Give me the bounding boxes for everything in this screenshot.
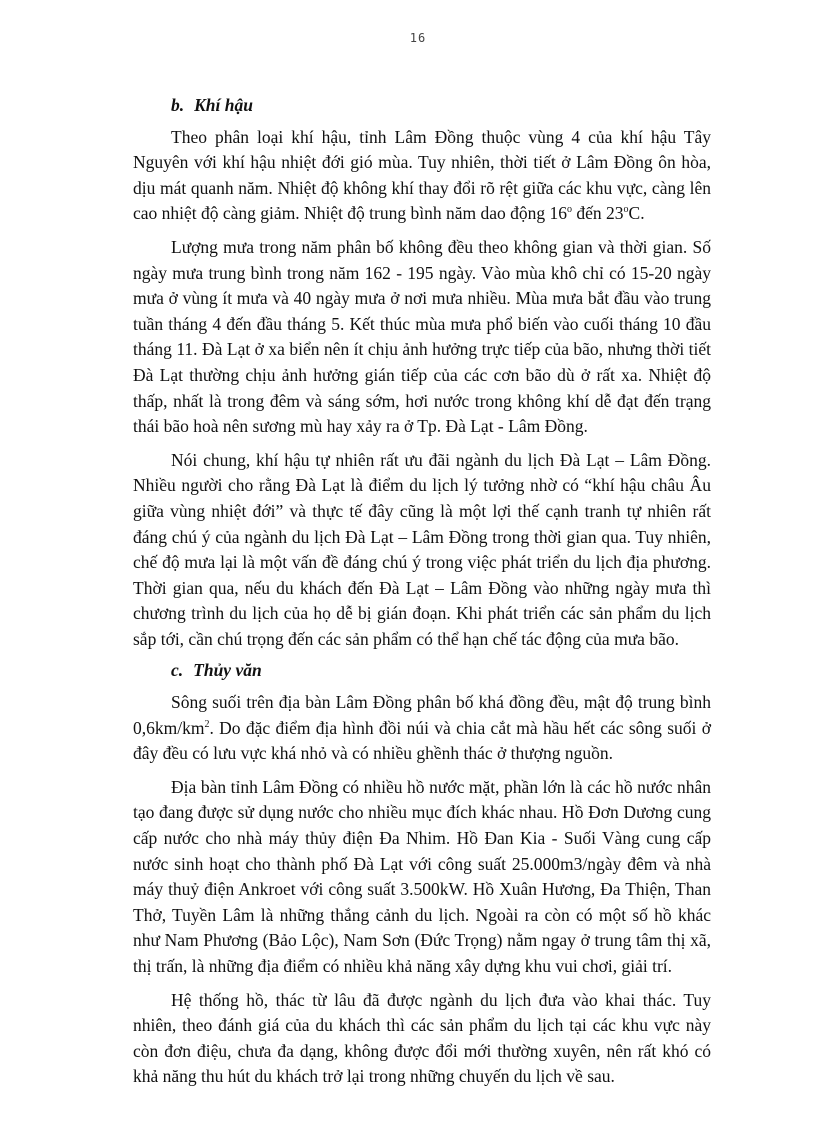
paragraph	[133, 775, 711, 980]
document-body	[133, 93, 711, 1098]
section-title: Khí hậu	[194, 95, 253, 115]
superscript: o	[567, 204, 573, 216]
paragraph-text: Nói chung, khí hậu tự nhiên rất ưu đãi ngành du lịch Đà Lạt – Lâm Đồng. Nhiều người cho rằng Đà Lạt là điểm du lịch lý tưởng nhờ có “khí hậu châu Âu giữa vùng nhiệt đới” và thực tế đây cũng là một lợi thế cạnh tranh tự nhiên rất đáng chú ý của ngành du lịch Đà Lạt – Lâm Đồng trong thời gian qua. Tuy nhiên, chế độ mưa lại là một vấn đề đáng chú ý trong việc phát triển du lịch địa phương. Thời gian qua, nếu du khách đến Đà Lạt – Lâm Đồng vào những ngày mưa thì chương trình du lịch của họ dễ bị gián đoạn. Khi phát triển các sản phẩm du lịch sắp tới, cần chú trọng đến các sản phẩm có thể hạn chế tác động của mưa bão.	[133, 449, 711, 649]
paragraph-text: Lượng mưa trong năm phân bố không đều theo không gian và thời gian. Số ngày mưa trung bình trong năm 162 - 195 ngày. Vào mùa khô chỉ có 15-20 ngày mưa ở vùng ít mưa và 40 ngày mưa ở nơi mưa nhiều. Mùa mưa bắt đầu vào trung tuần tháng 4 đến đầu tháng 5. Kết thúc mùa mưa phổ biến vào cuối tháng 10 đầu tháng 11. Đà Lạt ở xa biển nên ít chịu ảnh hưởng trực tiếp của bão, nhưng thời tiết Đà Lạt thường chịu ảnh hưởng gián tiếp của các cơn bão dù ở rất xa. Nhiệt độ thấp, nhất là trong đêm và sáng sớm, hơi nước trong không khí dễ đạt đến trạng thái bão hoà nên sương mù hay xảy ra ở Tp. Đà Lạt - Lâm Đồng.	[133, 236, 711, 437]
paragraph-text: Theo phân loại khí hậu, tỉnh Lâm Đồng thuộc vùng 4 của khí hậu Tây Nguyên với khí hậu nhiệt đới gió mùa. Tuy nhiên, thời tiết ở Lâm Đồng ôn hòa, dịu mát quanh năm. Nhiệt độ không khí thay đổi rõ rệt giữa các khu vực, càng lên cao nhiệt độ càng giảm. Nhiệt độ trung bình năm dao động 16	[133, 126, 711, 224]
superscript: o	[623, 204, 629, 216]
paragraph	[133, 988, 711, 1090]
section-title: Thủy văn	[193, 660, 262, 681]
paragraph-text: Sông suối trên địa bàn Lâm Đồng phân bố khá đồng đều, mật độ trung bình 0,6km/km	[133, 692, 711, 738]
section-heading	[133, 93, 711, 119]
paragraph	[133, 448, 711, 653]
paragraph	[133, 125, 711, 227]
superscript: 2	[204, 718, 210, 730]
page-number: 16	[409, 31, 427, 45]
paragraph-text: Địa bàn tỉnh Lâm Đồng có nhiều hồ nước mặt, phần lớn là các hồ nước nhân tạo đang được sử dụng nước cho nhiều mục đích khác nhau. Hồ Đơn Dương cung cấp nước cho nhà máy thủy điện Đa Nhim. Hồ Đan Kia - Suối Vàng cung cấp nước sinh hoạt cho thành phố Đà Lạt với công suất 25.000m3/ngày đêm và nhà máy thuỷ điện Ankroet với công suất 3.500kW. Hồ Xuân Hương, Đa Thiện, Than Thở, Tuyền Lâm là những thắng cảnh du lịch. Ngoài ra còn có một số hồ khác như Nam Phương (Bảo Lộc), Nam Sơn (Đức Trọng) nằm ngay ở trung tâm thị xã, thị trấn, là những địa điểm có nhiều khả năng xây dựng khu vui chơi, giải trí.	[133, 776, 711, 976]
paragraph	[133, 690, 711, 767]
paragraph-text: đến 23	[572, 203, 624, 224]
paragraph-text: . Do đặc điểm địa hình đồi núi và chia cắt mà hầu hết các sông suối ở đây đều có lưu vực khá nhỏ và có nhiều ghềnh thác ở thượng nguồn.	[133, 717, 711, 764]
section-heading	[133, 658, 711, 684]
section-label: c.	[171, 660, 184, 681]
paragraph	[133, 235, 711, 440]
paragraph-text: Hệ thống hồ, thác từ lâu đã được ngành du lịch đưa vào khai thác. Tuy nhiên, theo đánh giá của du khách thì các sản phẩm du lịch tại các khu vực này còn đơn điệu, chưa đa dạng, không được đổi mới thường xuyên, nên rất khó có khả năng thu hút du khách trở lại trong những chuyến du lịch về sau.	[133, 989, 711, 1087]
section-label: b.	[171, 95, 185, 115]
paragraph-text: C.	[628, 203, 645, 224]
